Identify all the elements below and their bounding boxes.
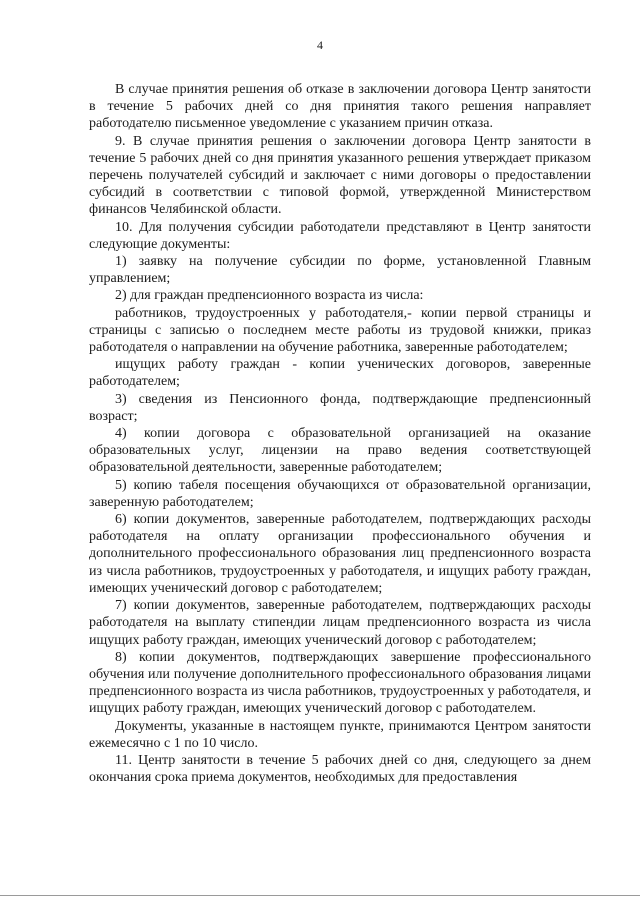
document-body: [89, 81, 591, 786]
list-item-2-employees: работников, трудоустроенных у работодателя,- копии первой страницы и страницы с записью о последнем месте работы из трудовой книжки, приказ работодателя о направлении на обучение работника, заверенные работодателем;: [89, 305, 591, 356]
list-item-2: 2) для граждан предпенсионного возраста из числа:: [115, 288, 424, 304]
list-item-2-job-seekers: ищущих работу граждан - копии ученических договоров, заверенные работодателем;: [89, 357, 591, 390]
paragraph-acceptance-schedule: Документы, указанные в настоящем пункте, принимаются Центром занятости ежемесячно с 1 по 10 число.: [89, 718, 591, 751]
list-item-5: 5) копию табеля посещения обучающихся от образовательной организации, заверенную работодателем;: [89, 477, 591, 510]
paragraph-item-10: 10. Для получения субсидии работодатели представляют в Центр занятости следующие документы:: [89, 219, 591, 252]
page-number: 4: [317, 38, 323, 52]
paragraph-refusal-notice: В случае принятия решения об отказе в заключении договора Центр занятости в течение 5 рабочих дней со дня принятия такого решения направляет работодателю письменное уведомление с указанием причин отказа.: [89, 82, 591, 132]
paragraph-item-11: 11. Центр занятости в течение 5 рабочих дней со дня, следующего за днем окончания срока приема документов, необходимых для предоставления: [89, 752, 591, 786]
page-bottom-edge: [0, 895, 640, 896]
paragraph-item-9: 9. В случае принятия решения о заключении договора Центр занятости в течение 5 рабочих дней со дня принятия указанного решения утверждает приказом перечень получателей субсидий и заключает с ними договоры о предоставлении субсидий в соответствии с типовой формой, утвержденной Министерством финансов Челябинской области.: [89, 133, 591, 218]
list-item-1: 1) заявку на получение субсидии по форме, установленной Главным управлением;: [89, 254, 591, 287]
list-item-6: 6) копии документов, заверенные работодателем, подтверждающих расходы работодателя на оплату организации профессионального обучения и дополнительного профессионального образования лиц предпенсионного возраста из числа работников, трудоустроенных у работодателя, и ищущих работу граждан, имеющих ученический договор с работодателем;: [89, 512, 591, 596]
list-item-8: 8) копии документов, подтверждающих завершение профессионального обучения или получение дополнительного профессионального образования лицами предпенсионного возраста из числа работников, трудоустроенных у работодателя, и ищущих работу граждан, имеющих ученический договор с работодателем.: [89, 649, 591, 717]
list-item-3: 3) сведения из Пенсионного фонда, подтверждающие предпенсионный возраст;: [89, 391, 591, 424]
list-item-4: 4) копии договора с образовательной организацией на оказание образовательных услуг, лицензии на право ведения соответствующей образовательной деятельности, заверенные работодателем;: [89, 426, 591, 476]
list-item-7: 7) копии документов, заверенные работодателем, подтверждающих расходы работодателя на выплату стипендии лицам предпенсионного возраста из числа ищущих работу граждан, имеющих ученический договор с работодателем;: [89, 598, 591, 648]
